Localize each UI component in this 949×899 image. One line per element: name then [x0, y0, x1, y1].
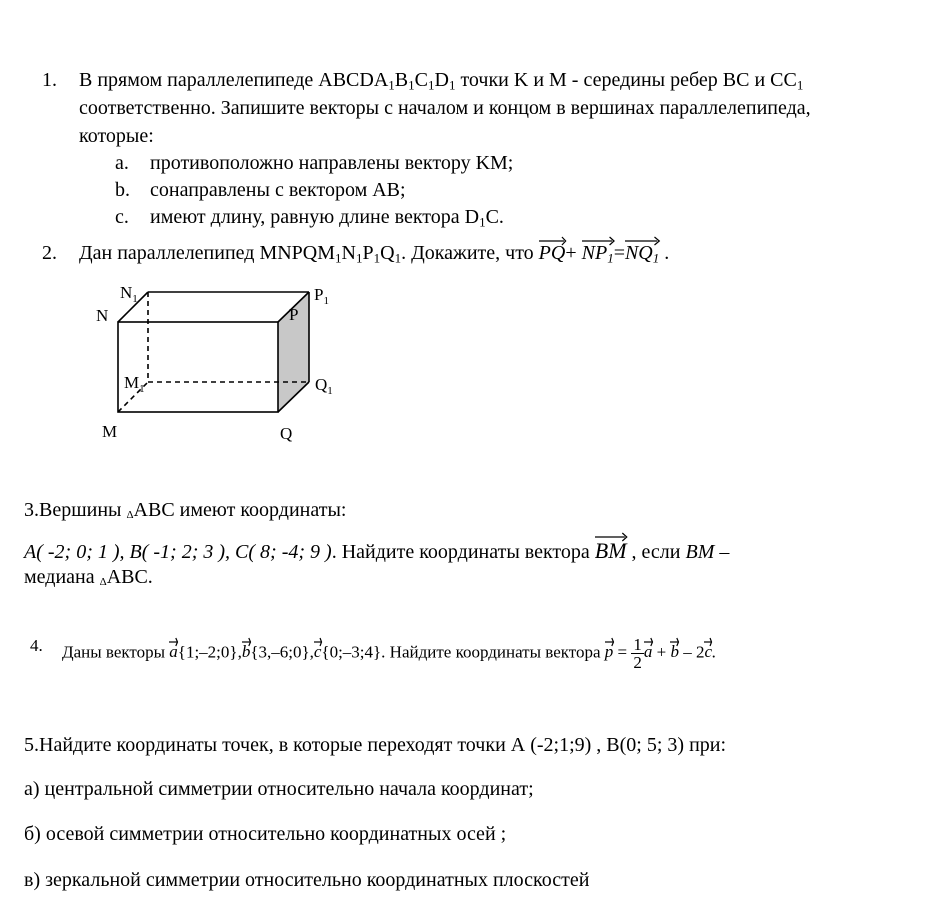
minus-sign: – 2: [678, 642, 705, 662]
task-1-line-3: которые:: [79, 125, 154, 147]
text: D: [434, 69, 449, 91]
label-q1: $Q_1$: [315, 375, 333, 397]
task-3-line-3: [24, 565, 153, 589]
text: Q: [380, 242, 395, 264]
coordinates: A( -2; 0; 1 ), B( -1; 2; 3 ), C( 8; -4; 9 ): [24, 541, 332, 563]
text: B: [394, 69, 409, 91]
text: . Найдите координаты вектора: [331, 541, 595, 563]
task-4-text: [62, 636, 716, 671]
numerator: 1: [633, 635, 642, 654]
subscript: 1: [394, 250, 402, 266]
task-2-text: [79, 241, 669, 265]
label-m: M: [102, 422, 118, 441]
vector-label: c: [313, 642, 322, 662]
vector-label: BM: [594, 538, 627, 563]
label-q: Q: [280, 424, 293, 443]
task-5-line-1: 5.Найдите координаты точек, в которые переходят точки А (-2;1;9) , В(0; 5; 3) при:: [24, 734, 727, 756]
triangle-symbol: Δ: [126, 509, 134, 521]
text: .: [712, 642, 717, 662]
vector-a-term: [644, 642, 653, 662]
text: Даны векторы: [62, 642, 170, 662]
item-a-text: противоположно направлены вектору KM;: [150, 152, 514, 174]
text: медиана: [24, 566, 100, 588]
subscript: 1: [373, 250, 381, 266]
text: . Докажите, что: [401, 242, 539, 264]
vector-c-term: [704, 642, 712, 662]
task-1-line-2: соответственно. Запишите векторы с началом и концом в вершинах параллелепипеда,: [79, 97, 811, 119]
vector-c: [314, 642, 322, 662]
text: N: [341, 242, 356, 264]
text: , если: [626, 541, 686, 563]
vector-label: c: [704, 642, 713, 662]
vector-label: PQ: [538, 242, 566, 264]
plus-sign: +: [565, 242, 577, 264]
text: ABC имеют координаты:: [133, 499, 347, 521]
item-b-text: сонаправлены с вектором AB;: [150, 179, 406, 201]
item-a-letter: a.: [115, 152, 129, 174]
subscript: 1: [427, 77, 435, 93]
label-n1: $N_1$: [120, 283, 138, 305]
task-3-line-2: [24, 538, 729, 564]
subscript: 1: [479, 214, 486, 230]
vector-pq: [539, 241, 566, 265]
front-face: [118, 322, 278, 412]
vector-b-term: [670, 642, 679, 662]
equals-sign: =: [613, 642, 628, 662]
subscript: 1: [607, 250, 614, 266]
vector-label: b: [670, 642, 679, 662]
vector-b: [242, 642, 251, 662]
label-n: N: [96, 306, 109, 325]
text: C: [414, 69, 428, 91]
coordinates: {3,–6;0},: [250, 642, 314, 662]
text: –: [714, 541, 730, 563]
vector-label: b: [241, 642, 251, 662]
text: ABC.: [106, 566, 153, 588]
task-3-line-1: [24, 498, 346, 522]
text: 3.Вершины: [24, 499, 127, 521]
coordinates: {1;–2;0},: [177, 642, 242, 662]
item-c-letter: c.: [115, 206, 129, 228]
subscript: 1: [796, 77, 804, 93]
task-5-item-c: в) зеркальной симметрии относительно координатных плоскостей: [24, 869, 590, 891]
text: имеют длину, равную длине вектора D: [150, 206, 480, 228]
subscript: 1: [652, 250, 660, 266]
vector-a: [169, 642, 178, 662]
subscript: 1: [388, 77, 395, 93]
equals-sign: =: [613, 242, 625, 264]
text: P: [362, 242, 374, 264]
vector-label: a: [643, 642, 653, 662]
subscript: 1: [448, 77, 456, 93]
label-m1: $M_1$: [124, 373, 145, 395]
fraction-one-half: [631, 636, 644, 671]
vector-label: NP: [581, 242, 608, 264]
denominator: 2: [633, 653, 642, 672]
item-c-text: [150, 205, 504, 229]
vector-label: a: [169, 642, 178, 662]
task-5-item-b: б) осевой симметрии относительно координатных осей ;: [24, 823, 507, 845]
subscript: 1: [408, 77, 415, 93]
task-1-text: В прямом параллелепипеде ABCDA: [79, 69, 389, 91]
vector-label: p: [604, 642, 614, 662]
vector-bm: [595, 538, 627, 564]
subscript: 1: [355, 250, 363, 266]
vector-p: [605, 642, 614, 662]
text: Найдите координаты вектора: [385, 642, 605, 662]
coordinates: {0;–3;4}.: [321, 642, 386, 662]
task-2-number: 2.: [42, 242, 57, 264]
plus-sign: +: [652, 642, 671, 662]
text: BM: [685, 541, 715, 563]
text: Дан параллелепипед MNPQM: [79, 242, 336, 264]
vector-label: NQ: [624, 242, 653, 264]
parallelepiped-figure: [90, 280, 350, 450]
label-p1: $P_1$: [314, 285, 329, 307]
task-5-item-a: а) центральной симметрии относительно начала координат;: [24, 778, 534, 800]
text: точки K и M - середины ребер BC и CC: [455, 69, 797, 91]
task-4-number: 4.: [30, 636, 43, 655]
task-1-line-1: [79, 68, 803, 92]
vector-nq1: [625, 241, 659, 265]
text: .: [659, 242, 670, 264]
subscript: 1: [335, 250, 342, 266]
vector-np1: [582, 241, 614, 265]
task-1-number: 1.: [42, 69, 57, 91]
triangle-symbol: Δ: [99, 576, 107, 588]
item-b-letter: b.: [115, 179, 130, 201]
label-p: P: [289, 305, 299, 324]
text: C.: [485, 206, 504, 228]
